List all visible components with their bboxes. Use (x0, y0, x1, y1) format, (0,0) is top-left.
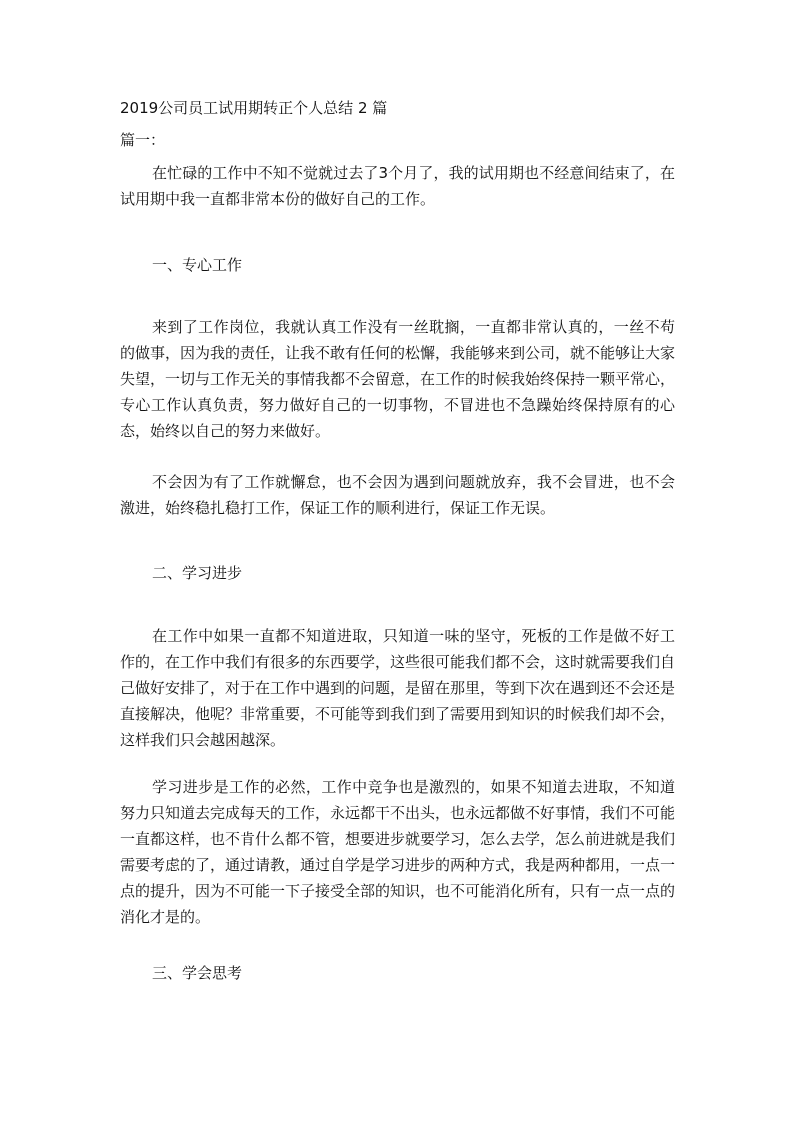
section-heading-3: 三、学会思考 (152, 964, 243, 982)
section-heading-2: 二、学习进步 (152, 564, 243, 582)
section-1-paragraph-1: 来到了工作岗位，我就认真工作没有一丝耽搁，一直都非常认真的，一丝不苟的做事，因为我的责任，让我不敢有任何的松懈，我能够来到公司，就不能够让大家失望，一切与工作无关的事情我都不会留意，在工作的时候我始终保持一颗平常心，专心工作认真负责，努力做好自己的一切事物，不冒进也不急躁始终保持原有的心态，始终以自己的努力来做好。 (120, 318, 676, 440)
part-label: 篇一： (120, 131, 166, 149)
section-2-paragraph-2: 学习进步是工作的必然，工作中竞争也是激烈的，如果不知道去进取，不知道努力只知道去完成每天的工作，永远都干不出头，也永远都做不好事情，我们不可能一直都这样，也不肯什么都不管，想要进步就要学习，怎么去学，怎么前进就是我们需要考虑的了，通过请教，通过自学是学习进步的两种方式，我是两种都用，一点一点的提升，因为不可能一下子接受全部的知识，也不可能消化所有，只有一点一点的消化才是的。 (120, 778, 676, 926)
document-title: 2019公司员工试用期转正个人总结 2 篇 (120, 99, 388, 117)
section-1-paragraph-2: 不会因为有了工作就懈怠，也不会因为遇到问题就放弃，我不会冒进，也不会激进，始终稳扎稳打工作，保证工作的顺利进行，保证工作无误。 (120, 473, 675, 517)
intro-paragraph: 在忙碌的工作中不知不觉就过去了3个月了，我的试用期也不经意间结束了，在试用期中我一直都非常本份的做好自己的工作。 (120, 164, 675, 208)
section-heading-1: 一、专心工作 (152, 256, 243, 274)
section-2-paragraph-1: 在工作中如果一直都不知道进取，只知道一味的坚守，死板的工作是做不好工作的，在工作中我们有很多的东西要学，这些很可能我们都不会，这时就需要我们自己做好安排了，对于在工作中遇到的问题，是留在那里，等到下次在遇到还不会还是直接解决，他呢？非常重要，不可能等到我们到了需要用到知识的时候我们却不会，这样我们只会越困越深。 (120, 627, 676, 749)
